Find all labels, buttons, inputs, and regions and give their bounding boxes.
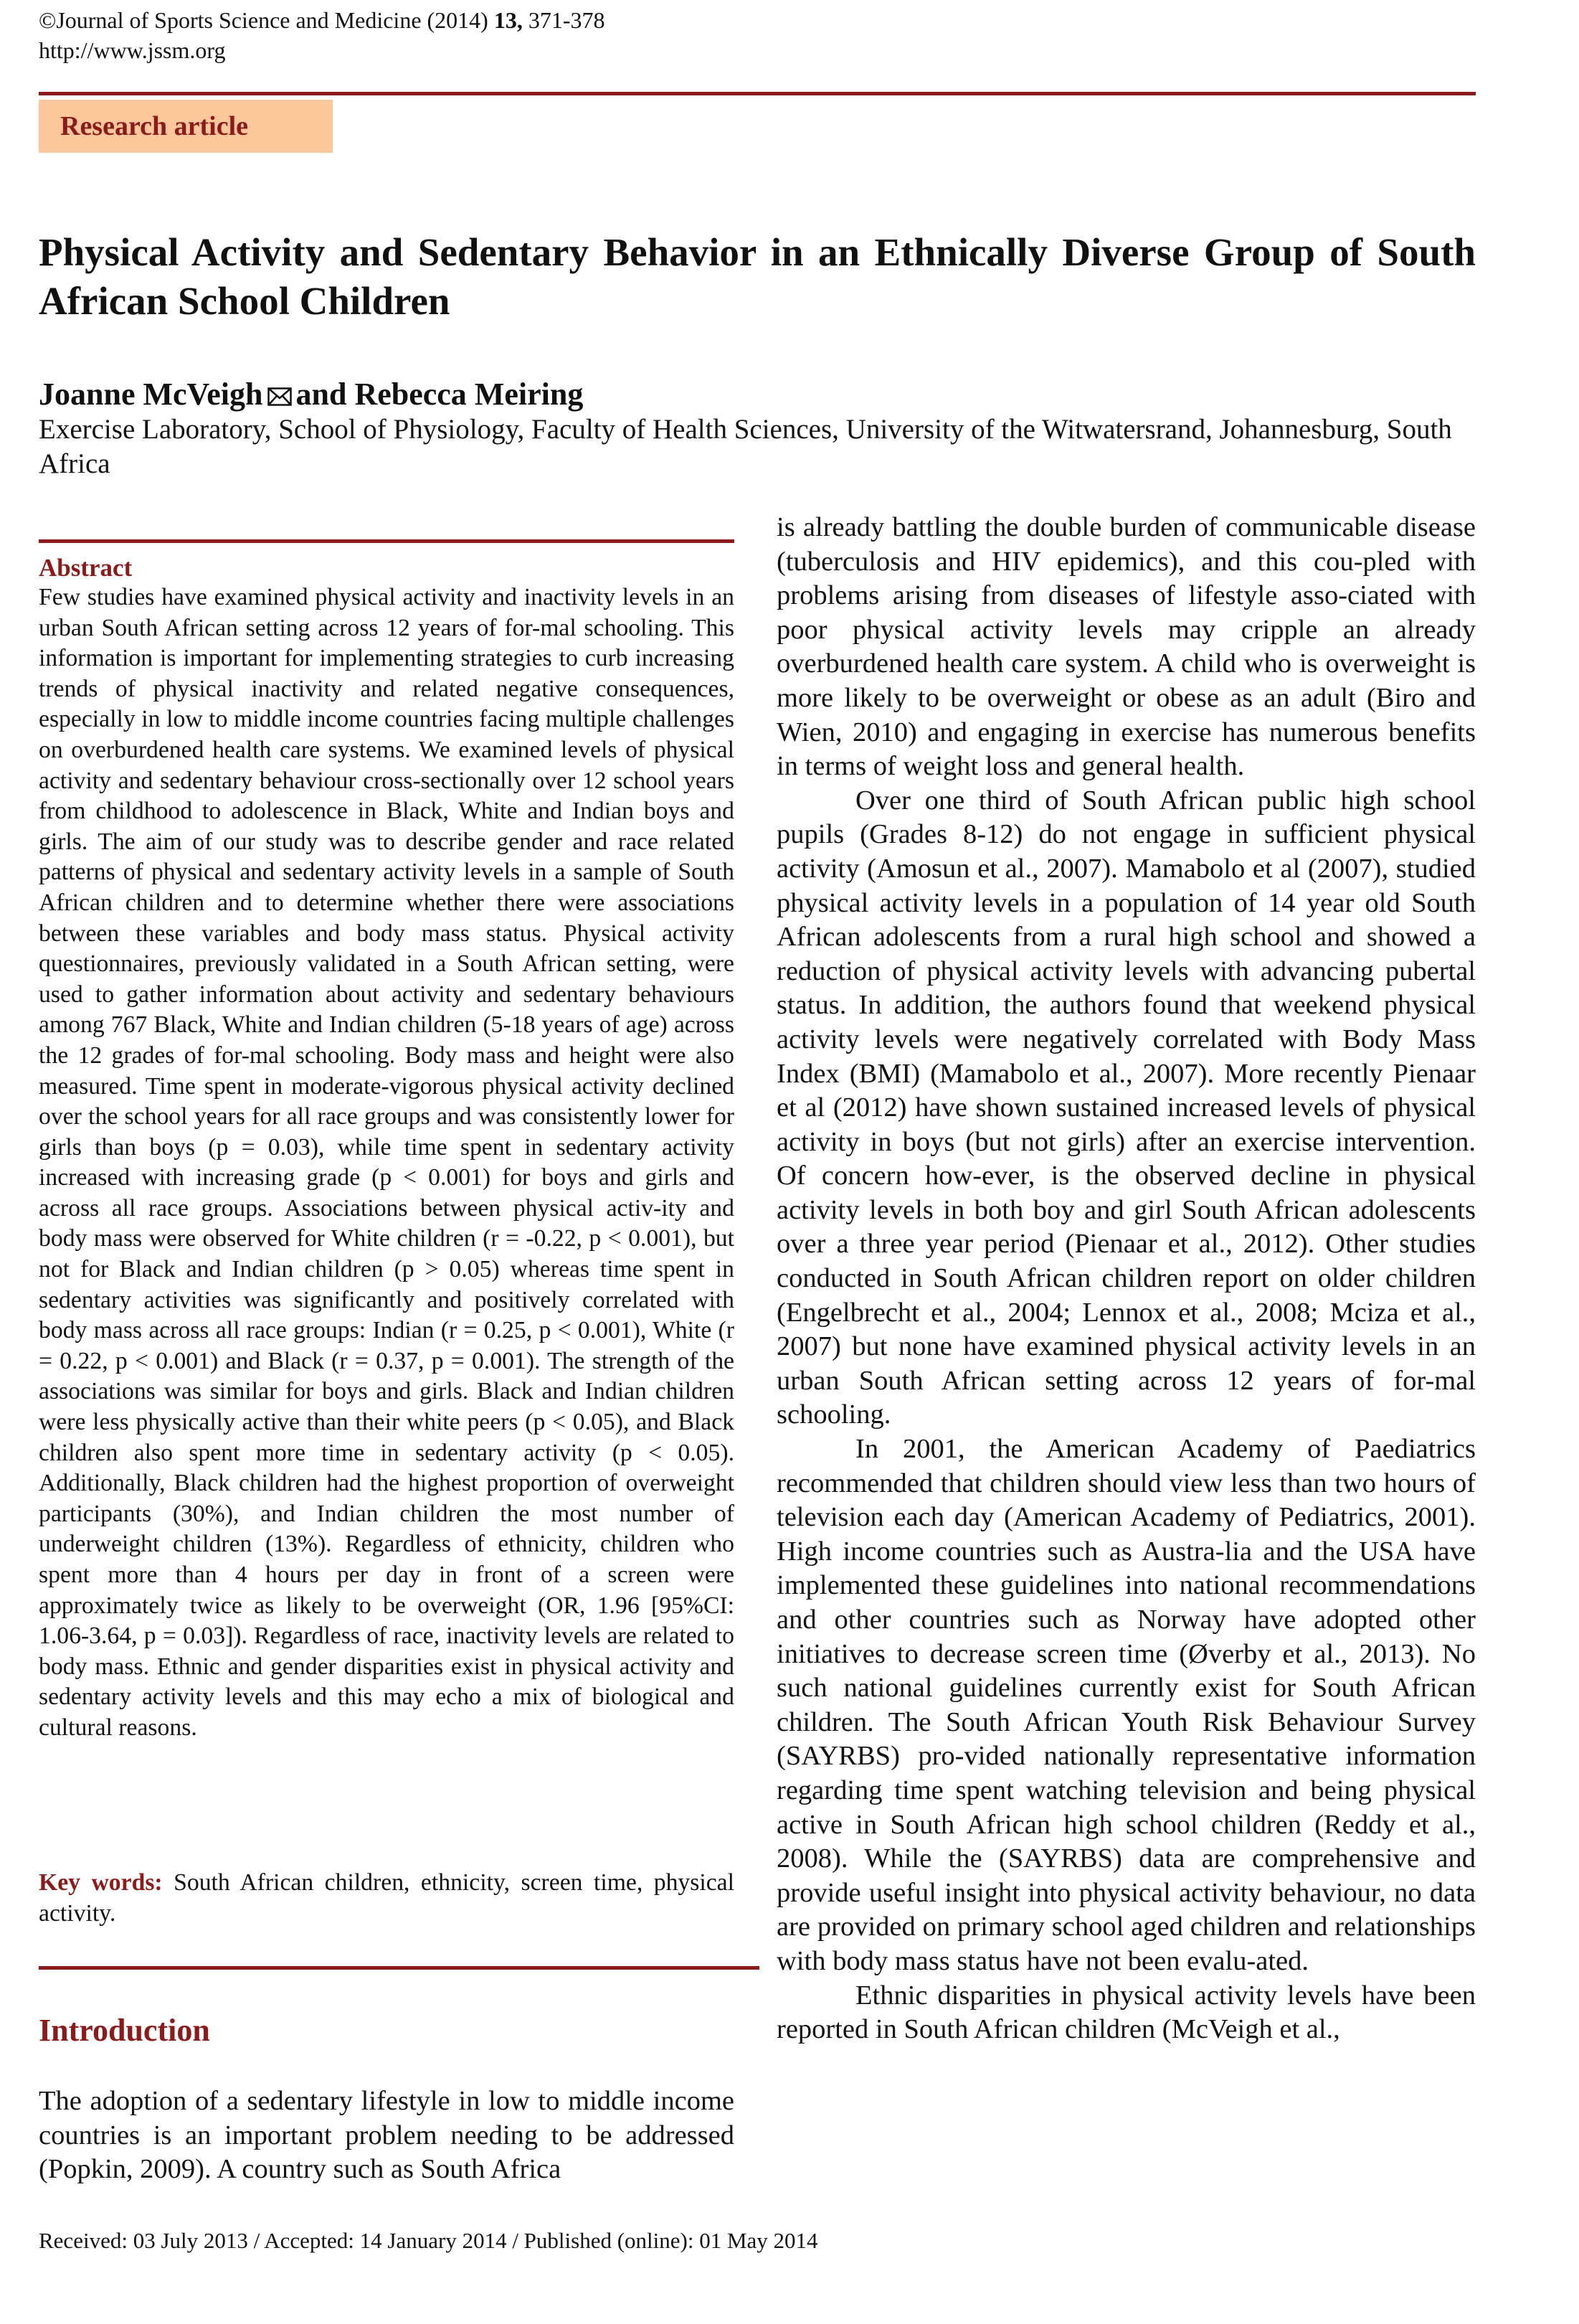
article-title: Physical Activity and Sedentary Behavior in an Ethnically Diverse Group of South African School Children	[39, 230, 1476, 323]
journal-volume: 13,	[493, 7, 523, 33]
paragraph-physical-activity: Over one third of South African public high school pupils (Grades 8-12) do not engage in sufficient physical activity (Amosun et al., 2007). Mamabolo et al (2007), studied physical activity levels in a population of 14 year old South African adolescents from a rural high school and showed a reduction of physical activity levels with advancing pubertal status. In addition, the authors found that weekend physical activity levels were negatively correlated with Body Mass Index (BMI) (Mamabolo et al., 2007). More recently Pienaar et al (2012) have shown sustained increased levels of physical activity in boys (but not girls) after an exercise intervention. Of concern how-ever, is the observed decline in physical activity levels in both boy and girl South African adolescents over a three year period (Pienaar et al., 2012). Other studies conducted in South African children report on older children (Engelbrecht et al., 2004; Lennox et al., 2008; Mciza et al., 2007) but none have examined physical activity levels in an urban South African setting across 12 years of for-mal schooling.	[777, 785, 1476, 1430]
paragraph-continuation: is already battling the double burden of communicable disease (tuberculosis and HIV epidemics), and this cou-pled with problems arising from diseases of lifestyle asso-ciated with poor physical activity levels may cripple an already overburdened health care system. A child who is overweight is more likely to be overweight or obese as an adult (Biro and Wien, 2010) and engaging in exercise has numerous benefits in terms of weight loss and general health.	[777, 512, 1476, 782]
author-second: and Rebecca Meiring	[295, 377, 584, 412]
author-first: Joanne McVeigh	[39, 377, 263, 412]
keywords	[39, 1868, 734, 1929]
abstract-top-divider	[39, 539, 734, 543]
author-affiliation: Exercise Laboratory, School of Physiology, Faculty of Health Sciences, University of the Witwatersrand, Johannesburg, South Africa	[39, 414, 1452, 479]
introduction-text: The adoption of a sedentary lifestyle in low to middle income countries is an important problem needing to be addressed (Popkin, 2009). A country such as South Africa	[39, 2086, 734, 2185]
article-type-badge: Research article	[39, 100, 333, 153]
received-dates: Received: 03 July 2013 / Accepted: 14 January 2014 / Published (online): 01 May 2014	[39, 2228, 818, 2253]
envelope-icon[interactable]	[267, 387, 292, 406]
abstract-text: Few studies have examined physical activity and inactivity levels in an urban South African setting across 12 years of for-mal schooling. This information is important for implementing strategies to curb increasing trends of physical inactivity and related negative consequences, especially in low to middle income countries facing multiple challenges on overburdened health care systems. We examined levels of physical activity and sedentary behaviour cross-sectionally over 12 school years from childhood to adolescence in Black, White and Indian boys and girls. The aim of our study was to describe gender and race related patterns of physical and sedentary activity levels in a sample of South African children and to determine whether there were associations between these variables and body mass status. Physical activity questionnaires, previously validated in a South African setting, were used to gather information about activity and sedentary behaviours among 767 Black, White and Indian children (5-18 years of age) across the 12 grades of for-mal schooling. Body mass and height were also measured. Time spent in moderate-vigorous physical activity declined over the school years for all race groups and was consistently lower for girls than boys (p = 0.03), while time spent in sedentary activity increased with increasing grade (p < 0.001) for boys and girls and across all race groups. Associations between physical activ-ity and body mass were observed for White children (r = -0.22, p < 0.001), but not for Black and Indian children (p > 0.05) whereas time spent in sedentary activities was significantly and positively correlated with body mass across all race groups: Indian (r = 0.25, p < 0.001), White (r = 0.22, p < 0.001) and Black (r = 0.37, p = 0.001). The strength of the associations was similar for boys and girls. Black and Indian children were less physically active than their white peers (p < 0.05), and Black children also spent more time in sedentary activity (p < 0.05). Additionally, Black children had the highest proportion of overweight participants (30%), and Indian children the most number of underweight children (13%). Regardless of ethnicity, children who spent more than 4 hours per day in front of a screen were approximately twice as likely to be overweight (OR, 1.96 [95%CI: 1.06-3.64, p = 0.03]). Regardless of race, inactivity levels are related to body mass. Ethnic and gender disparities exist in physical activity and sedentary activity levels and this may echo a mix of biological and cultural reasons.	[39, 584, 734, 1741]
paragraph-screen-time: In 2001, the American Academy of Paediatrics recommended that children should view less than two hours of television each day (American Academy of Pediatrics, 2001). High income countries such as Austra-lia and the USA have implemented these guidelines into national recommendations and other countries such as Norway have adopted other initiatives to decrease screen time (Øverby et al., 2013). No such national guidelines currently exist for South African children. The South African Youth Risk Behaviour Survey (SAYRBS) pro-vided nationally representative information regarding time spent watching television and being physical active in South African high school children (Reddy et al., 2008). While the (SAYRBS) data are comprehensive and provide useful insight into physical activity behaviour, no data are provided on primary school aged children and relationships with body mass status have not been evalu-ated.	[777, 1434, 1476, 1976]
journal-name: ©Journal of Sports Science and Medicine (2014)	[39, 7, 494, 33]
journal-pages: 371-378	[522, 7, 605, 33]
keywords-text: South African children, ethnicity, screen time, physical activity.	[39, 1869, 734, 1927]
abstract-heading: Abstract	[39, 554, 133, 582]
introduction-heading: Introduction	[39, 2013, 210, 2048]
author-line	[39, 374, 583, 415]
paragraph-ethnic-disparities: Ethnic disparities in physical activity levels have been reported in South African children (McVeigh et al.,	[777, 1980, 1476, 2045]
keywords-label: Key words:	[39, 1869, 163, 1896]
journal-citation	[39, 6, 604, 34]
right-column-text	[777, 511, 1476, 2047]
header-divider	[39, 92, 1476, 95]
journal-url[interactable]: http://www.jssm.org	[39, 37, 226, 63]
abstract-bottom-divider	[39, 1966, 759, 1970]
